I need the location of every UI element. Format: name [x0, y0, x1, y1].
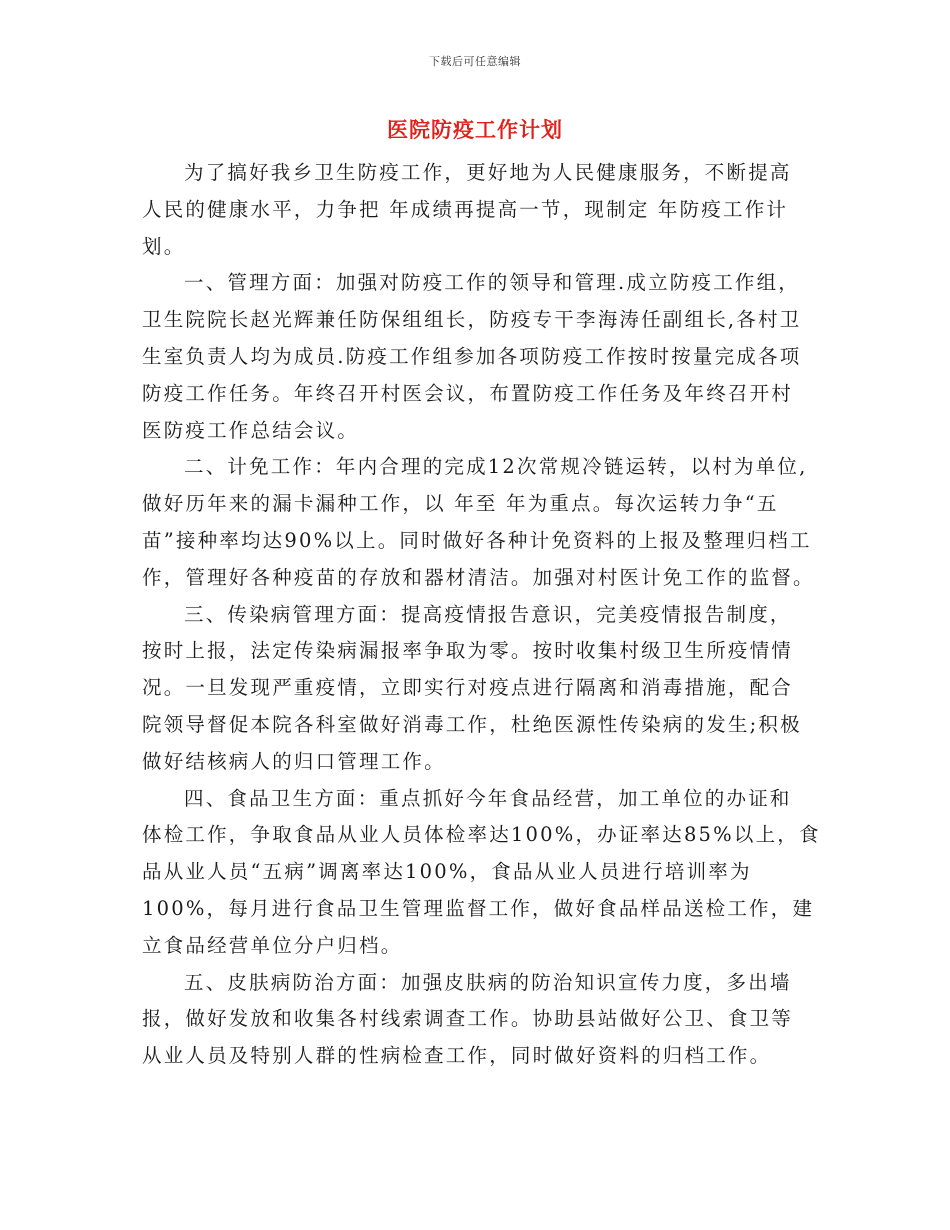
text-line: 做好历年来的漏卡漏种工作，以 年至 年为重点。每次运转力争“五	[142, 492, 779, 516]
text-line: 做好结核病人的归口管理工作。	[142, 749, 446, 773]
text-line: 二、计免工作：年内合理的完成12次常规冷链运转，以村为单位,	[184, 455, 808, 479]
text-line: 划。	[142, 234, 186, 258]
paragraph-management	[142, 265, 810, 449]
document-title: 医院防疫工作计划	[387, 117, 563, 142]
text-line: 三、传染病管理方面：提高疫情报告意识，完美疫情报告制度，	[184, 602, 792, 626]
text-line: 体检工作，争取食品从业人员体检率达100%，办证率达85%以上，食	[142, 823, 821, 847]
text-line: 医防疫工作总结会议。	[142, 418, 360, 442]
document-body	[142, 155, 821, 1075]
text-line: 作，管理好各种疫苗的存放和器材清洁。加强对村医计免工作的监督。	[142, 565, 815, 589]
text-line: 一、管理方面：加强对防疫工作的领导和管理.成立防疫工作组，	[184, 271, 800, 295]
text-line: 品从业人员“五病”调离率达100%，食品从业人员进行培训率为	[142, 860, 752, 884]
text-line: 苗”接种率均达90%以上。同时做好各种计免资料的上报及整理归档工	[142, 528, 812, 552]
text-line: 立食品经营单位分户归档。	[142, 933, 403, 957]
text-line: 人民的健康水平，力争把 年成绩再提高一节，现制定 年防疫工作计	[142, 197, 789, 221]
text-line: 生室负责人均为成员.防疫工作组参加各项防疫工作按时按量完成各项	[142, 344, 802, 368]
paragraph-intro	[142, 155, 810, 265]
paragraph-food-hygiene	[142, 781, 821, 965]
paragraph-skin-disease	[142, 965, 810, 1075]
text-line: 四、食品卫生方面：重点抓好今年食品经营，加工单位的办证和	[184, 786, 792, 810]
text-line: 五、皮肤病防治方面：加强皮肤病的防治知识宣传力度，多出墙	[184, 970, 792, 994]
header-note: 下载后可任意编辑	[429, 55, 521, 68]
text-line: 况。一旦发现严重疫情，立即实行对疫点进行隔离和消毒措施，配合	[142, 676, 794, 700]
text-line: 100%，每月进行食品卫生管理监督工作，做好食品样品送检工作，建	[142, 896, 815, 920]
text-line: 卫生院院长赵光辉兼任防保组组长，防疫专干李海涛任副组长,各村卫	[142, 308, 802, 332]
paragraph-infectious-disease	[142, 597, 810, 781]
text-line: 报，做好发放和收集各村线索调查工作。协助县站做好公卫、食卫等	[142, 1007, 794, 1031]
paragraph-immunization	[142, 449, 815, 596]
text-line: 防疫工作任务。年终召开村医会议，布置防疫工作任务及年终召开村	[142, 381, 794, 405]
text-line: 院领导督促本院各科室做好消毒工作，杜绝医源性传染病的发生;积极	[142, 712, 802, 736]
text-line: 为了搞好我乡卫生防疫工作，更好地为人民健康服务，不断提高	[184, 161, 792, 184]
text-line: 按时上报，法定传染病漏报率争取为零。按时收集村级卫生所疫情情	[142, 639, 794, 663]
text-line: 从业人员及特别人群的性病检查工作，同时做好资料的归档工作。	[142, 1044, 772, 1068]
